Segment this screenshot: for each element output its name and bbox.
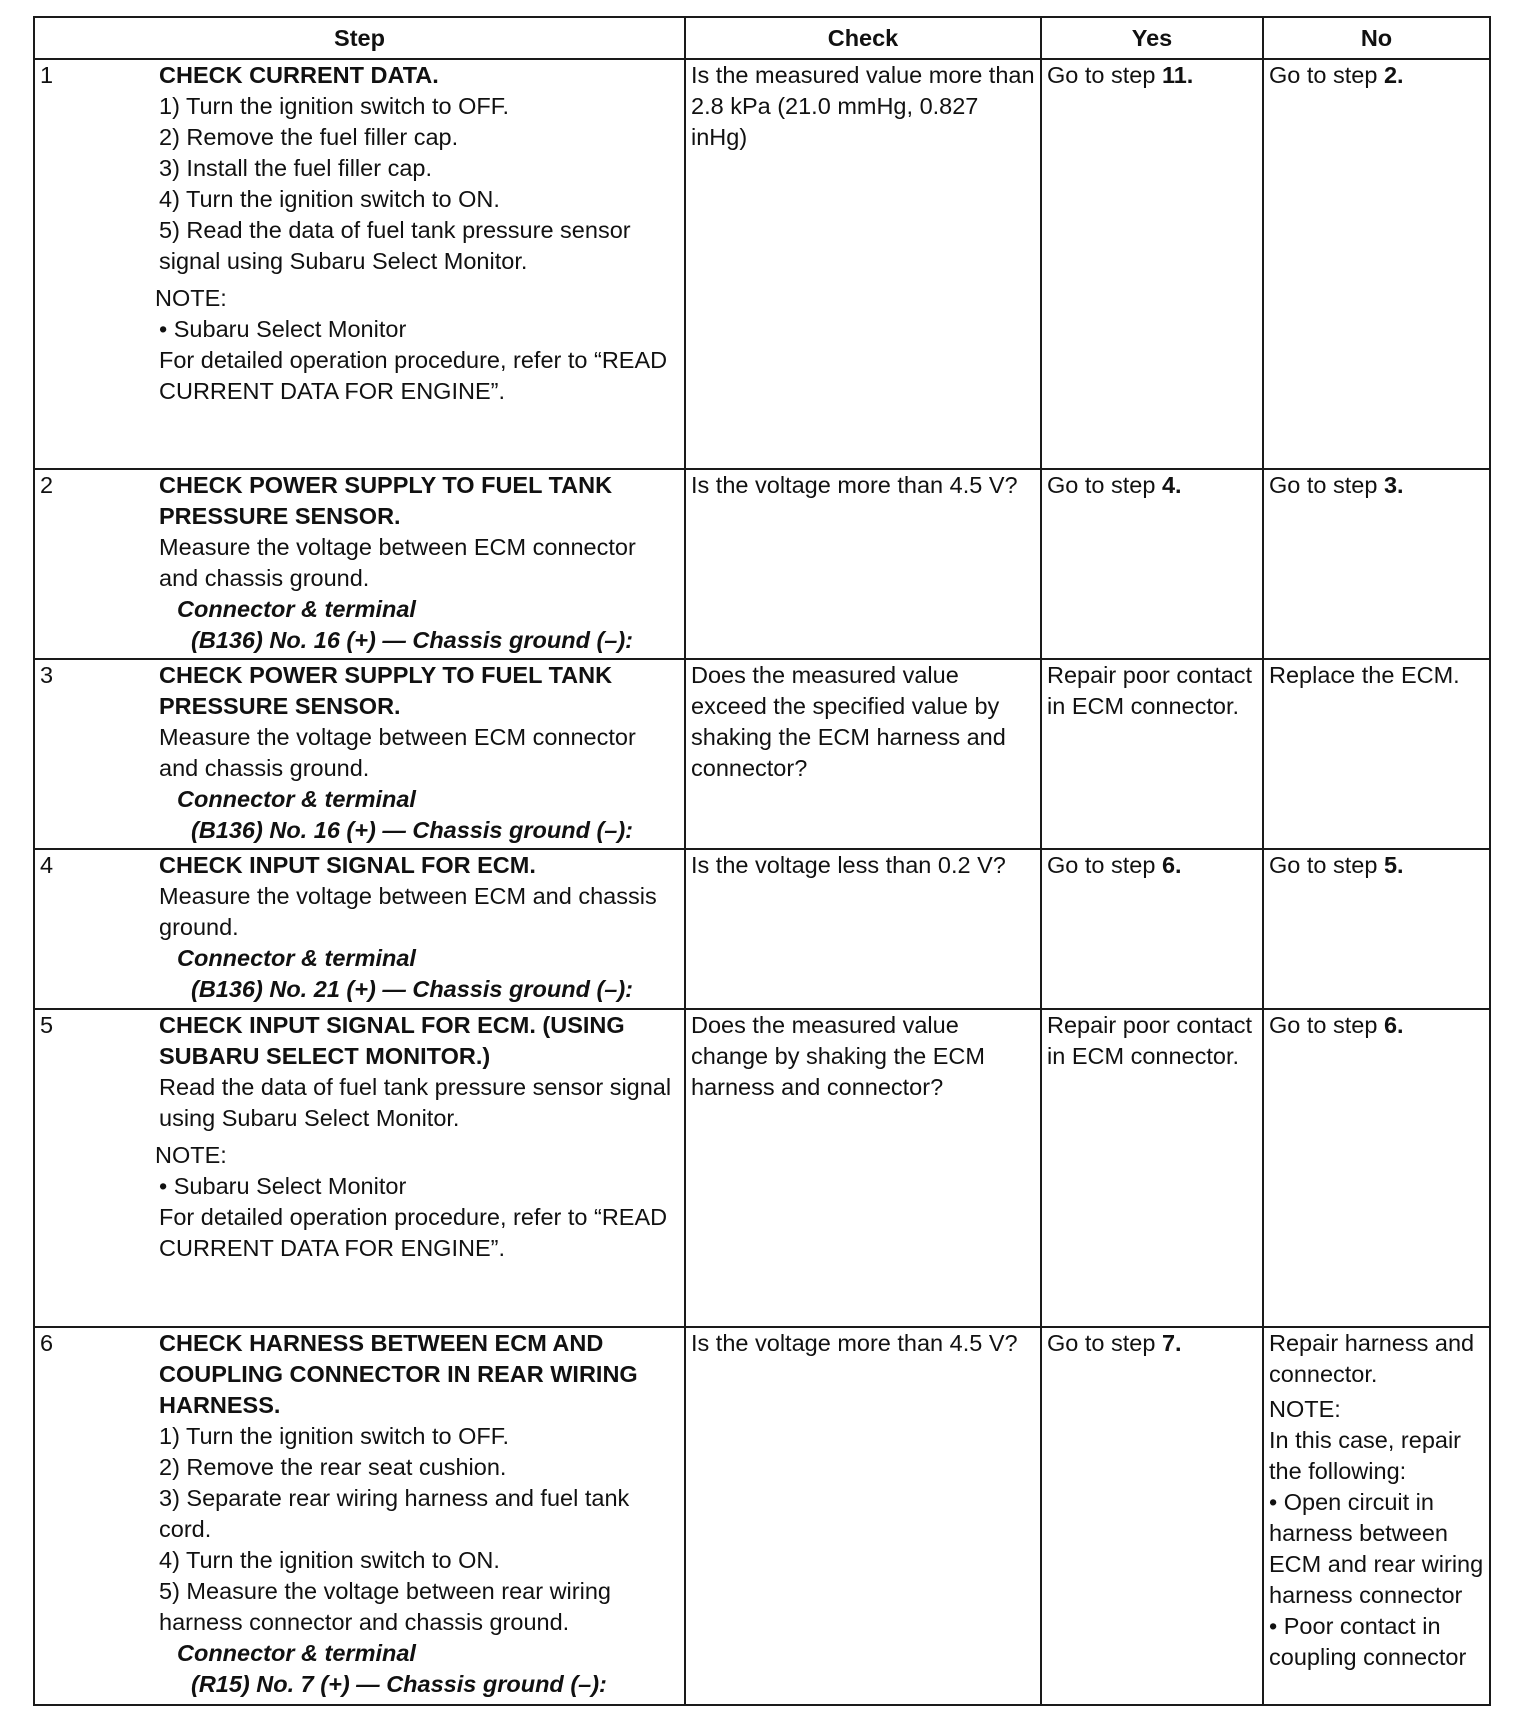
yes-step-ref: 11. xyxy=(1161,62,1194,88)
connector-terminal: (B136) No. 16 (+) — Chassis ground (–): xyxy=(191,627,634,653)
connector-label: Connector & terminal xyxy=(177,596,416,622)
note-bullet: • Poor contact in coupling connector xyxy=(1269,1613,1467,1670)
header-no: No xyxy=(1263,17,1490,59)
yes-cell: Repair poor contact in ECM connector. xyxy=(1041,1009,1263,1327)
table-header-row xyxy=(34,17,1490,59)
no-text: Go to step xyxy=(1269,852,1384,878)
table-row xyxy=(34,849,1490,1009)
note-text: In this case, repair the following: xyxy=(1269,1427,1462,1484)
yes-cell xyxy=(1041,469,1263,659)
step-cell xyxy=(34,1009,685,1327)
yes-cell xyxy=(1041,1327,1263,1705)
step-number: 5 xyxy=(40,1012,54,1038)
step-cell xyxy=(34,849,685,1009)
no-text: Go to step xyxy=(1269,1012,1384,1038)
note-label: NOTE: xyxy=(155,1142,227,1168)
step-text: Measure the voltage between ECM connector and chassis ground. xyxy=(159,534,636,591)
yes-text: Go to step xyxy=(1047,1330,1162,1356)
check-cell: Does the measured value exceed the specified value by shaking the ECM harness and connector? xyxy=(685,659,1041,849)
check-cell: Does the measured value change by shaking the ECM harness and connector? xyxy=(685,1009,1041,1327)
no-step-ref: 6. xyxy=(1383,1012,1404,1038)
step-cell xyxy=(34,469,685,659)
table-row xyxy=(34,1327,1490,1705)
note-bullet: • Subaru Select Monitor xyxy=(159,316,407,342)
table-row xyxy=(34,59,1490,469)
yes-text: Go to step xyxy=(1047,62,1162,88)
connector-label: Connector & terminal xyxy=(177,1640,416,1666)
yes-step-ref: 4. xyxy=(1161,472,1182,498)
no-step-ref: 3. xyxy=(1383,472,1404,498)
check-cell: Is the measured value more than 2.8 kPa (21.0 mmHg, 0.827 inHg) xyxy=(685,59,1041,469)
check-cell: Is the voltage more than 4.5 V? xyxy=(685,469,1041,659)
diagnostic-table xyxy=(33,16,1491,1706)
step-title: CHECK INPUT SIGNAL FOR ECM. xyxy=(159,852,536,878)
step-number: 2 xyxy=(40,472,54,498)
procedure-line: 2) Remove the rear seat cushion. xyxy=(159,1454,507,1480)
table-row xyxy=(34,659,1490,849)
step-number: 1 xyxy=(40,62,54,88)
step-number: 6 xyxy=(40,1330,54,1356)
connector-label: Connector & terminal xyxy=(177,786,416,812)
no-cell xyxy=(1263,849,1490,1009)
procedure-line: 5) Measure the voltage between rear wiring harness connector and chassis ground. xyxy=(159,1578,611,1635)
yes-cell xyxy=(1041,849,1263,1009)
no-cell: Replace the ECM. xyxy=(1263,659,1490,849)
connector-terminal: (B136) No. 21 (+) — Chassis ground (–): xyxy=(191,976,634,1002)
header-yes: Yes xyxy=(1041,17,1263,59)
step-number: 3 xyxy=(40,662,54,688)
no-step-ref: 2. xyxy=(1383,62,1404,88)
step-cell xyxy=(34,59,685,469)
procedure-line: 4) Turn the ignition switch to ON. xyxy=(159,186,500,212)
procedure-line: 1) Turn the ignition switch to OFF. xyxy=(159,93,510,119)
yes-cell xyxy=(1041,59,1263,469)
note-label: NOTE: xyxy=(155,285,227,311)
connector-terminal: (R15) No. 7 (+) — Chassis ground (–): xyxy=(191,1671,607,1697)
table-row xyxy=(34,469,1490,659)
step-cell xyxy=(34,1327,685,1705)
note-bullet: • Open circuit in harness between ECM and rear wiring harness connector xyxy=(1269,1489,1484,1608)
no-cell xyxy=(1263,1327,1490,1705)
step-text: Measure the voltage between ECM connector and chassis ground. xyxy=(159,724,636,781)
procedure-line: 1) Turn the ignition switch to OFF. xyxy=(159,1423,510,1449)
step-title: CHECK POWER SUPPLY TO FUEL TANK PRESSURE SENSOR. xyxy=(159,472,613,529)
procedure-line: 2) Remove the fuel filler cap. xyxy=(159,124,459,150)
yes-text: Go to step xyxy=(1047,852,1162,878)
step-title: CHECK HARNESS BETWEEN ECM AND COUPLING CONNECTOR IN REAR WIRING HARNESS. xyxy=(159,1330,638,1418)
yes-step-ref: 7. xyxy=(1161,1330,1182,1356)
step-text: Measure the voltage between ECM and chassis ground. xyxy=(159,883,657,940)
no-text: Repair harness and connector. xyxy=(1269,1330,1475,1387)
table-row xyxy=(34,1009,1490,1327)
note-text: For detailed operation procedure, refer to “READ CURRENT DATA FOR ENGINE”. xyxy=(159,1204,668,1261)
yes-cell: Repair poor contact in ECM connector. xyxy=(1041,659,1263,849)
header-check: Check xyxy=(685,17,1041,59)
no-text: Go to step xyxy=(1269,472,1384,498)
step-number: 4 xyxy=(40,852,54,878)
step-title: CHECK INPUT SIGNAL FOR ECM. (USING SUBARU SELECT MONITOR.) xyxy=(159,1012,625,1069)
note-bullet: • Subaru Select Monitor xyxy=(159,1173,407,1199)
no-cell xyxy=(1263,1009,1490,1327)
step-title: CHECK POWER SUPPLY TO FUEL TANK PRESSURE SENSOR. xyxy=(159,662,613,719)
procedure-line: 3) Separate rear wiring harness and fuel tank cord. xyxy=(159,1485,630,1542)
procedure-line: 4) Turn the ignition switch to ON. xyxy=(159,1547,500,1573)
procedure-line: 5) Read the data of fuel tank pressure sensor signal using Subaru Select Monitor. xyxy=(159,217,631,274)
no-cell xyxy=(1263,469,1490,659)
step-cell xyxy=(34,659,685,849)
connector-terminal: (B136) No. 16 (+) — Chassis ground (–): xyxy=(191,817,634,843)
yes-text: Go to step xyxy=(1047,472,1162,498)
step-text: Read the data of fuel tank pressure sensor signal using Subaru Select Monitor. xyxy=(159,1074,672,1131)
note-label: NOTE: xyxy=(1269,1396,1341,1422)
connector-label: Connector & terminal xyxy=(177,945,416,971)
check-cell: Is the voltage less than 0.2 V? xyxy=(685,849,1041,1009)
step-title: CHECK CURRENT DATA. xyxy=(159,62,439,88)
no-step-ref: 5. xyxy=(1383,852,1404,878)
no-text: Go to step xyxy=(1269,62,1384,88)
check-cell: Is the voltage more than 4.5 V? xyxy=(685,1327,1041,1705)
no-cell xyxy=(1263,59,1490,469)
header-step: Step xyxy=(34,17,685,59)
procedure-line: 3) Install the fuel filler cap. xyxy=(159,155,432,181)
note-text: For detailed operation procedure, refer to “READ CURRENT DATA FOR ENGINE”. xyxy=(159,347,668,404)
yes-step-ref: 6. xyxy=(1161,852,1182,878)
